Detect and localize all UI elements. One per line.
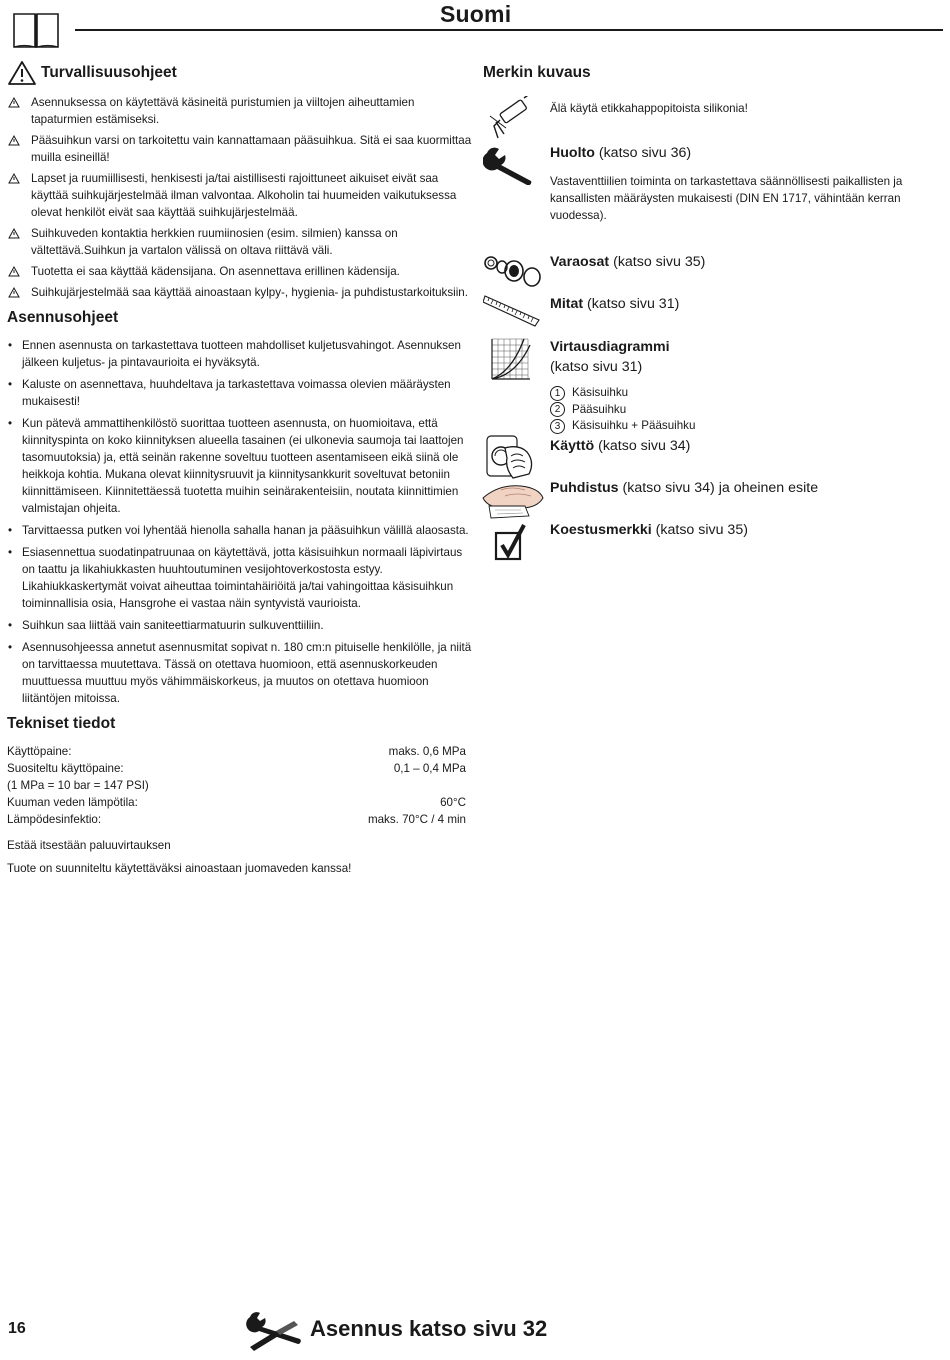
installation-item: • Ennen asennusta on tarkastettava tuotteen mahdolliset kuljetusvahingot. Asennuksen jälkeen kuljetus- ja pintavaurioita ei hyväksytä. (7, 337, 472, 371)
table-row: Kuuman veden lämpötila: 60°C (7, 796, 466, 809)
warning-icon (8, 266, 20, 277)
table-row: (1 MPa = 10 bar = 147 PSI) (7, 779, 149, 792)
technical-title: Tekniset tiedot (7, 715, 116, 732)
spare-parts-heading: Varaosat (katso sivu 35) (550, 254, 706, 270)
operation-hand-icon (483, 434, 541, 482)
checkmark-box-icon (494, 523, 528, 561)
test-mark-heading: Koestusmerkki (katso sivu 35) (550, 522, 748, 538)
service-heading: Huolto (katso sivu 36) (550, 145, 692, 161)
safety-item: Suihkujärjestelmää saa käyttää ainoastaan kylpy-, hygienia- ja puhdistustarkoituksiin. (7, 284, 472, 301)
table-row: Käyttöpaine: maks. 0,6 MPa (7, 745, 466, 758)
installation-item: • Kun pätevä ammattihenkilöstö suorittaa tuotteen asennusta, on huomioitava, että kiinnityspinta on koko kiinnityksen alueella tasainen (ei ulkonevia saumoja tai laattojen tasomuutoksia) ja, että seinän rakenne soveltuu tuotteen asentamiseen eikä siinä ole heikkoja kohtia. Mukana olevat kiinnitysruuvit ja kiinnitysankkurit soveltuvat betoniin kiinnittämiseen. Kiinnitettäessä tuotetta muihin seinärakenteisiin, noutata kiinnittimien valmistajan ohjeita. (7, 415, 472, 517)
backflow-note: Estää itsestään paluuvirtauksen (7, 839, 171, 852)
installation-item: • Esiasennettua suodatinpatruunaa on käytettävä, jotta käsisuihkun normaali läpivirtaus on taattu ja likahiukkasten huuhtoutuminen vesijohtoverkostosta estyy. Likahiukkaskertymät voivat aiheuttaa toimintahäiriöitä ja/tai vahingoittaa käsisuihkun toiminnallisia osia, Hansgrohe ei vastaa näin syntyvistä vaurioista. (7, 544, 472, 612)
warning-icon (8, 228, 20, 239)
spare-parts-icon (483, 250, 543, 290)
operation-heading: Käyttö (katso sivu 34) (550, 438, 691, 454)
table-row: Suositeltu käyttöpaine: 0,1 – 0,4 MPa (7, 762, 466, 775)
warning-triangle-icon (7, 60, 37, 86)
service-description: Vastaventtiilien toiminta on tarkastettava säännöllisesti paikallisten ja kansallisten määräysten mukaisesti (DIN EN 1717, vähintään kerran vuodessa). (550, 175, 903, 222)
installation-item: • Asennusohjeessa annetut asennusmitat sopivat n. 180 cm:n pituiselle henkilölle, ja niitä on tarvittaessa muutettava. Tässä on otettava huomioon, että asennuskorkeuden muuttuessa muuttuu myös vähimmäiskorkeus, ja muutos on otettava huomioon liitäntöjen mitoissa. (7, 639, 472, 707)
book-icon (12, 10, 60, 50)
safety-title: Turvallisuusohjeet (41, 64, 177, 81)
technical-table (7, 743, 466, 828)
ruler-icon (483, 292, 541, 328)
warning-icon (8, 97, 20, 108)
dimensions-heading: Mitat (katso sivu 31) (550, 296, 680, 312)
silicone-warning: Älä käytä etikkahappopitoista silikonia! (550, 102, 748, 115)
page-number: 16 (8, 1320, 26, 1337)
drinking-water-note: Tuote on suunniteltu käytettäväksi ainoastaan juomaveden kanssa! (7, 862, 352, 875)
cleaning-hand-icon (481, 478, 547, 520)
safety-item: Tuotetta ei saa käyttää kädensijana. On asennettava erillinen kädensija. (7, 263, 472, 280)
safety-item: Pääsuihkun varsi on tarkoitettu vain kannattamaan pääsuihkua. Sitä ei saa kuormittaa muilla esineillä! (7, 132, 472, 166)
page-language-title: Suomi (440, 1, 512, 27)
silicone-gun-icon (486, 96, 534, 140)
table-row: Lämpödesinfektio: maks. 70°C / 4 min (7, 813, 466, 826)
warning-icon (8, 173, 20, 184)
legend-item: 3 Käsisuihku + Pääsuihku (550, 418, 695, 435)
symbols-title: Merkin kuvaus (483, 64, 591, 81)
header-rule (75, 29, 943, 31)
legend-item: 1 Käsisuihku (550, 385, 695, 402)
installation-item: • Tarvittaessa putken voi lyhentää hienolla sahalla hanan ja pääsuihkun välillä alaosasta. (7, 522, 472, 539)
flow-legend (550, 385, 695, 435)
safety-list (7, 94, 472, 301)
safety-item: Suihkuveden kontaktia herkkien ruumiinosien (esim. silmien) kanssa on vältettävä.Suihkun ja vartalon välissä on oltava riittävä väli. (7, 225, 472, 259)
safety-item: Asennuksessa on käytettävä käsineitä puristumien ja viiltojen aiheuttamien tapaturmien estämiseksi. (7, 94, 472, 128)
safety-heading (7, 60, 472, 86)
cleaning-heading: Puhdistus (katso sivu 34) ja oheinen esite (550, 480, 819, 496)
tools-icon (246, 1309, 308, 1351)
legend-item: 2 Pääsuihku (550, 402, 695, 419)
flow-diagram-icon (490, 337, 532, 381)
installation-item: • Kaluste on asennettava, huuhdeltava ja tarkastettava voimassa olevien määräysten mukaisesti! (7, 376, 472, 410)
installation-list (7, 337, 472, 707)
flow-diagram-heading: Virtausdiagrammi (katso sivu 31) (550, 339, 670, 375)
wrench-icon (483, 145, 539, 185)
warning-icon (8, 287, 20, 298)
assembly-reference: Asennus katso sivu 32 (310, 1316, 548, 1341)
warning-icon (8, 135, 20, 146)
installation-item: • Suihkun saa liittää vain saniteettiarmatuurin sulkuventtiiliin. (7, 617, 472, 634)
left-column (7, 60, 472, 877)
installation-title: Asennusohjeet (7, 309, 119, 326)
safety-item: Lapset ja ruumiillisesti, henkisesti ja/tai aistillisesti rajoittuneet aikuiset eivät saa käyttää suihkujärjestelmää ilman valvontaa. Alkoholin tai huumeiden vaikutuksessa olevat henkilöt eivät saa käyttää suihkujärjestelmää. (7, 170, 472, 221)
